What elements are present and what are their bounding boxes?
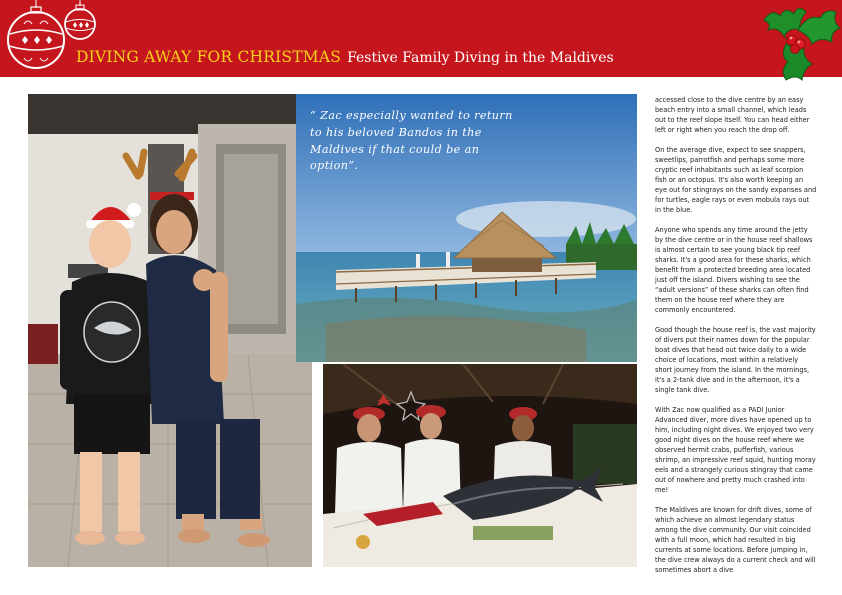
photo-chefs xyxy=(323,364,637,567)
body-paragraph: The Maldives are known for drift dives, some of which achieve an almost legendary status among the dive community. Our visit coincided with a full moon, which had resulted in big currents at some locations. Before jumping in, the dive crew always do a current check and will sometimes abort a dive xyxy=(655,506,816,574)
page-title xyxy=(76,47,614,66)
holly-icon xyxy=(750,0,842,88)
body-paragraph: Good though the house reef is, the vast majority of divers put their names down for the popular boat dives that head out twice daily to a wide choice of locations, most within a relatively short journey from the island. In the mornings, it's a 2-tank dive and in the afternoon, it's a single tank dive. xyxy=(655,326,816,394)
pull-quote: “ Zac especially wanted to return to his beloved Bandos in the Maldives if that could be an option”. xyxy=(310,109,513,173)
title-sub: Festive Family Diving in the Maldives xyxy=(347,50,614,66)
photo-chefs-icon xyxy=(323,364,637,567)
article-body xyxy=(655,95,817,585)
body-paragraph: Anyone who spends any time around the jetty by the dive centre or in the house reef shallows is almost certain to see young black tip reef sharks. It's a good area for these sharks, which benefit from a protected breeding area located just off the island. Divers wishing to see the “adult versions” of these sharks can often find them on the house reef where they are commonly encountered. xyxy=(655,226,813,314)
body-paragraph: On the average dive, expect to see snappers, sweetlips, parrotfish and perhaps some more cryptic reef inhabitants such as leaf scorpion fish or an octopus. It's also worth keeping an eye out for stingrays on the sandy expanses and for turtles, eagle rays or even mobula rays out in the blue. xyxy=(655,146,817,214)
header-band xyxy=(0,0,842,77)
body-paragraph: accessed close to the dive centre by an easy beach entry into a small channel, which leads out to the reef slope itself. You can head either left or right when you reach the drop off. xyxy=(655,96,810,134)
photo-divers xyxy=(28,94,312,567)
body-paragraph: With Zac now qualified as a PADI Junior Advanced diver, more dives have opened up to him, including night dives. We enjoyed two very good night dives on the house reef where we observed hermit crabs, pufferfish, various shrimp, an impressive reef squid, hunting moray eels and a strangely curious stingray that came out of nowhere and pretty much crashed into me! xyxy=(655,406,816,494)
photo-divers-icon xyxy=(28,94,312,567)
title-main: DIVING AWAY FOR CHRISTMAS xyxy=(76,48,342,66)
